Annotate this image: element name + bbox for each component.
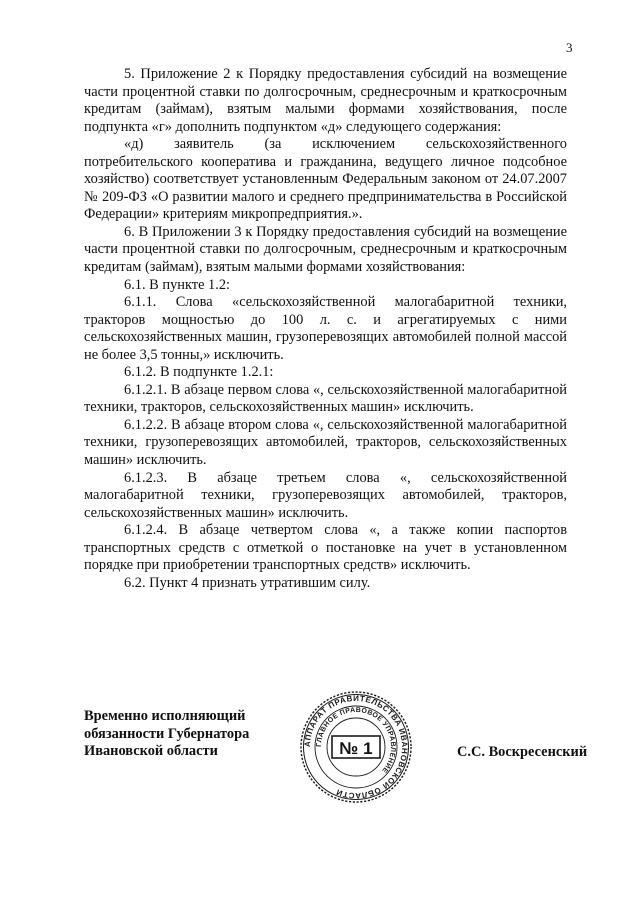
paragraph-6-1: 6.1. В пункте 1.2:: [124, 276, 231, 293]
seal-outer-text: АППАРАТ ПРАВИТЕЛЬСТВА ИВАНОВСКОЙ ОБЛАСТИ: [302, 693, 410, 801]
signatory-position-line: обязанности Губернатора: [84, 725, 250, 742]
paragraph-6-2: 6.2. Пункт 4 признать утратившим силу.: [124, 574, 371, 591]
page-number: 3: [566, 40, 573, 55]
paragraph-6-1-2-4: 6.1.2.4. В абзаце четвертом слова «, а также копии паспортов транспортных средств с отметкой о постановке на учет в установленном порядке при приобретении транспортных средств» исключить.: [84, 522, 567, 574]
seal-inner-text: ГЛАВНОЕ ПРАВОВОЕ УПРАВЛЕНИЕ: [315, 706, 397, 775]
official-seal: [299, 690, 413, 804]
seal-center-text: № 1: [339, 739, 373, 758]
signatory-name: С.С. Воскресенский: [457, 744, 588, 760]
signatory-position-line: Ивановской области: [84, 743, 218, 759]
paragraph-5: 5. Приложение 2 к Порядку предоставления субсидий на возмещение части процентной ставки по долгосрочным, среднесрочным и краткосрочным кредитам (займам), взятым малыми формами хозяйствования, после подпункта «г» дополнить подпунктом «д» следующего содержания:: [84, 66, 567, 135]
paragraph-6: 6. В Приложении 3 к Порядку предоставления субсидий на возмещение части процентной ставки по долгосрочным, среднесрочным и краткосрочным кредитам (займам), взятым малыми формами хозяйствования:: [84, 223, 567, 276]
paragraph-6-1-2-2: 6.1.2.2. В абзаце втором слова «, сельскохозяйственной малогабаритной техники, грузоперевозящих автомобилей, тракторов, сельскохозяйственных машин» исключить.: [84, 416, 567, 469]
paragraph-6-1-2: 6.1.2. В подпункте 1.2.1:: [124, 364, 274, 381]
document-body: [84, 66, 567, 592]
signatory-position-line: Временно исполняющий: [84, 708, 246, 724]
paragraph-5-d: «д) заявитель (за исключением сельскохозяйственного потребительского кооператива и гражданина, ведущего личное подсобное хозяйство) соответствует установленным Федеральным законом от 24.07.2007 № 209-ФЗ «О развитии малого и среднего предпринимательства в Российской Федерации» критериям микропредприятия.».: [84, 136, 567, 223]
signatory-position: [84, 708, 249, 761]
paragraph-6-1-2-3: 6.1.2.3. В абзаце третьем слова «, сельскохозяйственной малогабаритной техники, грузоперевозящих автомобилей, тракторов, сельскохозяйственных машин» исключить.: [84, 469, 567, 521]
paragraph-6-1-1: 6.1.1. Слова «сельскохозяйственной малогабаритной техники, тракторов мощностью до 100 л. с. и агрегатируемых с ними сельскохозяйственных машин, грузоперевозящих автомобилей полной массой не более 3,5 тонны,» исключить.: [84, 294, 567, 363]
paragraph-6-1-2-1: 6.1.2.1. В абзаце первом слова «, сельскохозяйственной малогабаритной техники, тракторов, сельскохозяйственных машин» исключить.: [84, 381, 567, 416]
